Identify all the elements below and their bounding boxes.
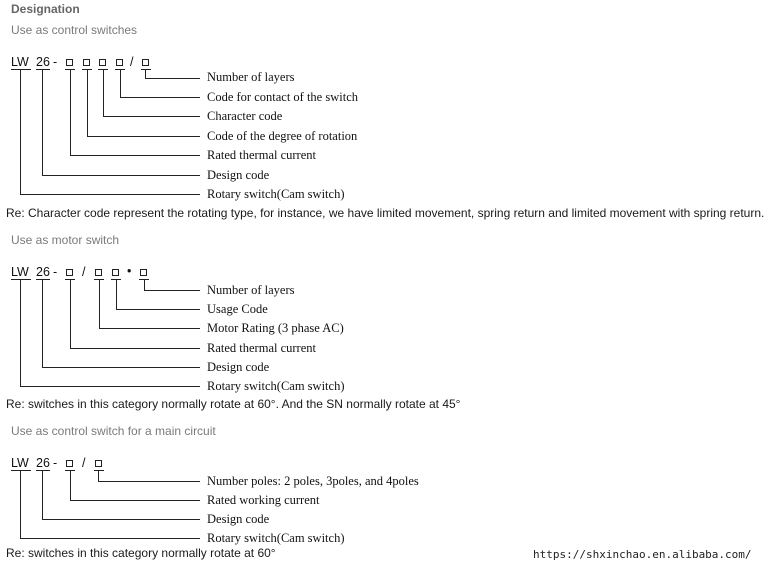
leader-line xyxy=(21,280,201,387)
code-series: 26 xyxy=(36,265,50,279)
section-note: Re: switches in this category normally rotate at 60° xyxy=(6,546,276,560)
code-prefix: LW xyxy=(11,55,29,69)
legend-label: Number of layers xyxy=(207,70,295,84)
legend-label: Usage Code xyxy=(207,302,268,316)
legend-label: Number of layers xyxy=(207,283,295,297)
leader-line xyxy=(145,280,201,291)
code-series: 26 xyxy=(36,456,50,470)
leader-line xyxy=(88,70,201,137)
leader-line xyxy=(121,70,201,98)
legend-label: Rotary switch(Cam switch) xyxy=(207,187,345,201)
section-subtitle: Use as control switch for a main circuit xyxy=(11,424,216,438)
legend-label: Rotary switch(Cam switch) xyxy=(207,379,345,393)
code-slash: / xyxy=(130,55,134,69)
legend-label: Code for contact of the switch xyxy=(207,90,358,104)
code-slash: / xyxy=(82,456,86,470)
leader-line xyxy=(43,471,201,520)
leader-line xyxy=(117,280,201,310)
code-prefix: LW xyxy=(11,265,29,279)
code-dash: - xyxy=(53,456,58,470)
legend-label: Number poles: 2 poles, 3poles, and 4poles xyxy=(207,474,419,488)
legend-label: Design code xyxy=(207,168,270,182)
leader-line xyxy=(71,70,201,156)
section-note: Re: Character code represent the rotating type, for instance, we have limited movement, spring return and limited movement with spring return. xyxy=(6,206,765,220)
legend-label: Motor Rating (3 phase AC) xyxy=(207,321,344,335)
leader-line xyxy=(104,70,201,117)
page-title: Designation xyxy=(11,2,80,16)
legend-label: Rotary switch(Cam switch) xyxy=(207,531,345,545)
leader-line xyxy=(146,70,201,79)
legend-label: Character code xyxy=(207,109,283,123)
legend-label: Code of the degree of rotation xyxy=(207,129,358,143)
code-slash: / xyxy=(82,265,86,279)
legend-label: Rated thermal current xyxy=(207,341,316,355)
section-note: Re: switches in this category normally rotate at 60°. And the SN normally rotate at 45° xyxy=(6,397,461,411)
leader-line xyxy=(71,471,201,501)
code-prefix: LW xyxy=(11,456,29,470)
leader-line xyxy=(100,280,201,329)
leader-line xyxy=(43,280,201,368)
code-dash: - xyxy=(53,265,58,279)
code-dash: - xyxy=(53,55,58,69)
watermark-url: https://shxinchao.en.alibaba.com/ xyxy=(533,548,752,561)
legend-label: Rated thermal current xyxy=(207,148,316,162)
code-dot: • xyxy=(127,264,132,278)
leader-line xyxy=(99,471,201,482)
section-subtitle: Use as motor switch xyxy=(11,233,120,247)
legend-label: Rated working current xyxy=(207,493,320,507)
section-subtitle: Use as control switches xyxy=(11,23,138,37)
code-series: 26 xyxy=(36,55,50,69)
legend-label: Design code xyxy=(207,360,270,374)
leader-line xyxy=(43,70,201,176)
legend-label: Design code xyxy=(207,512,270,526)
